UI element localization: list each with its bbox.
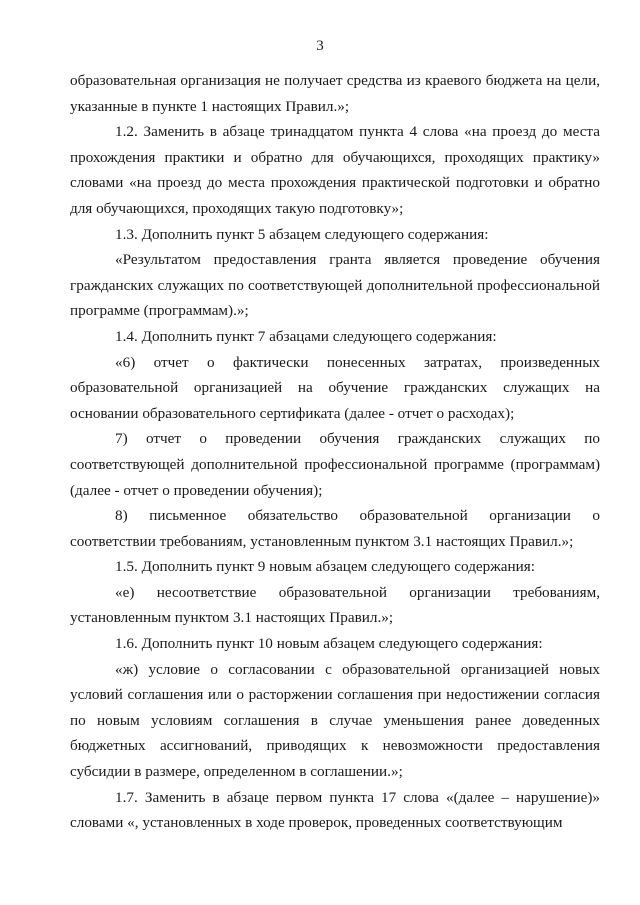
- paragraph-5: 1.4. Дополнить пункт 7 абзацами следующего содержания:: [115, 327, 497, 345]
- paragraph-13: 1.7. Заменить в абзаце первом пункта 17 слова «(далее – нарушение)» словами «, установленных в ходе проверок, проведенных соответствующим: [70, 788, 600, 832]
- paragraph-4: «Результатом предоставления гранта является проведение обучения гражданских служащих по соответствующей дополнительной профессиональной программе (программам).»;: [70, 251, 600, 320]
- document-body: [70, 68, 600, 836]
- paragraph-12: «ж) условие о согласовании с образовательной организацией новых условий соглашения или о расторжении соглашения при недостижении согласия по новым условиям соглашения в случае уменьшения ранее доведенных бюджетных ассигнований, приводящих к невозможности предоставления субсидии в размере, определенном в соглашении.»;: [70, 660, 600, 781]
- page-number: 3: [316, 38, 324, 54]
- paragraph-8: 8) письменное обязательство образовательной организации о соответствии требованиям, установленным пунктом 3.1 настоящих Правил.»;: [70, 507, 600, 550]
- paragraph-2: 1.2. Заменить в абзаце тринадцатом пункта 4 слова «на проезд до места прохождения практики и обратно для обучающихся, проходящих практику» словами «на проезд до места прохождения практической подготовки и обратно для обучающихся, проходящих такую подготовку»;: [70, 123, 600, 217]
- paragraph-9: 1.5. Дополнить пункт 9 новым абзацем следующего содержания:: [115, 558, 535, 576]
- paragraph-10: «е) несоответствие образовательной организации требованиям, установленным пунктом 3.1 настоящих Правил.»;: [70, 583, 600, 627]
- paragraph-3: 1.3. Дополнить пункт 5 абзацем следующего содержания:: [115, 225, 489, 243]
- paragraph-6: «6) отчет о фактически понесенных затратах, произведенных образовательной организацией на обучение гражданских служащих на основании образовательного сертификата (далее - отчет о расходах);: [70, 353, 600, 422]
- paragraph-11: 1.6. Дополнить пункт 10 новым абзацем следующего содержания:: [115, 635, 543, 653]
- paragraph-7: 7) отчет о проведении обучения гражданских служащих по соответствующей дополнительной профессиональной программе (программам) (далее - отчет о проведении обучения);: [70, 430, 600, 499]
- paragraph-1: образовательная организация не получает средства из краевого бюджета на цели, указанные в пункте 1 настоящих Правил.»;: [70, 72, 600, 115]
